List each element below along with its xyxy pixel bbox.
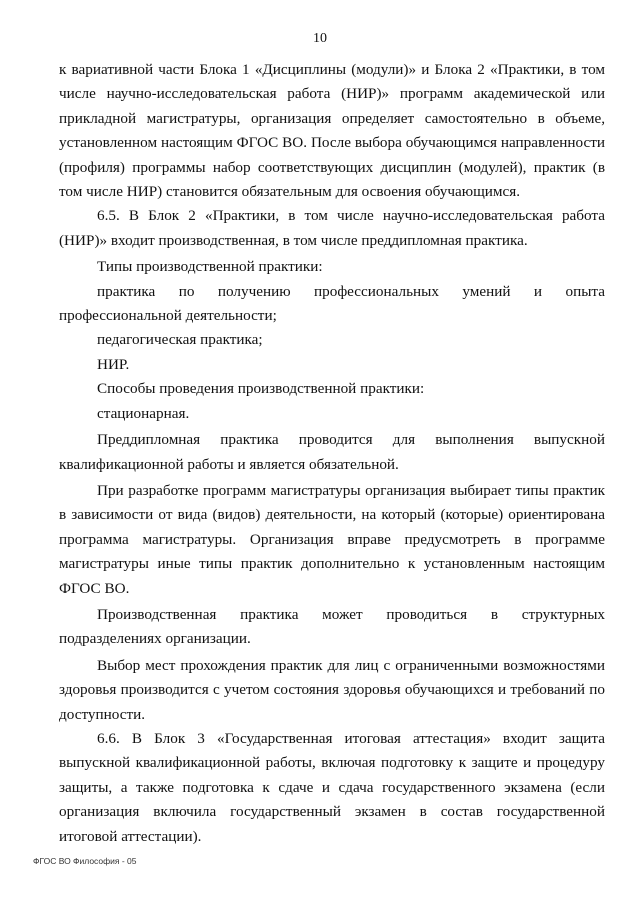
- paragraph-production-practice: Производственная практика может проводиться в структурных подразделениях организации.: [59, 605, 605, 648]
- document-footer: ФГОС ВО Философия - 05: [33, 856, 137, 866]
- paragraph-disability-accommodation: Выбор мест прохождения практик для лиц с ограниченными возможностями здоровья производится с учетом состояния здоровья обучающихся и требований по доступности.: [59, 656, 605, 723]
- paragraph-prediploma-practice: Преддипломная практика проводится для выполнения выпускной квалификационной работы и является обязательной.: [59, 431, 605, 473]
- paragraph-6-6: 6.6. В Блок 3 «Государственная итоговая аттестация» входит защита выпускной квалификационной работы, включая подготовку к защите и процедуру защиты, а также подготовка к сдаче и сдача государственного экзамена (если организация включила государственный экзамен в состав государственной итоговой аттестации).: [59, 729, 605, 845]
- paragraph-6-5: 6.5. В Блок 2 «Практики, в том числе научно-исследовательская работа (НИР)» входит производственная, в том числе преддипломная практика.: [59, 207, 605, 249]
- list-item-pedagogical-practice: педагогическая практика;: [97, 331, 263, 349]
- paragraph-variative-part: к вариативной части Блока 1 «Дисциплины (модули)» и Блока 2 «Практики, в том числе научно-исследовательская работа (НИР)» программ академической или прикладной магистратуры, организация определяет самостоятельно в объеме, установленном настоящим ФГОС ВО. После выбора обучающимся направленности (профиля) программы набор соответствующих дисциплин (модулей), практик (в том числе НИР) становится обязательным для освоения обучающимся.: [59, 61, 605, 201]
- list-item-professional-practice: практика по получению профессиональных умений и опыта профессиональной деятельности;: [59, 282, 605, 325]
- list-item-nir: НИР.: [97, 355, 130, 373]
- list-item-stationary: стационарная.: [97, 404, 190, 422]
- document-body: [59, 58, 605, 849]
- paragraph-practice-selection: При разработке программ магистратуры организация выбирает типы практик в зависимости от вида (видов) деятельности, на который (которые) ориентирована программа магистратуры. Организация вправе предусмотреть в программе магистратуры иные типы практик дополнительно к установленным настоящим ФГОС ВО.: [59, 481, 605, 597]
- page-number: 10: [313, 31, 327, 46]
- paragraph-practice-types-heading: Типы производственной практики:: [97, 258, 323, 276]
- paragraph-practice-methods-heading: Способы проведения производственной практики:: [97, 380, 425, 398]
